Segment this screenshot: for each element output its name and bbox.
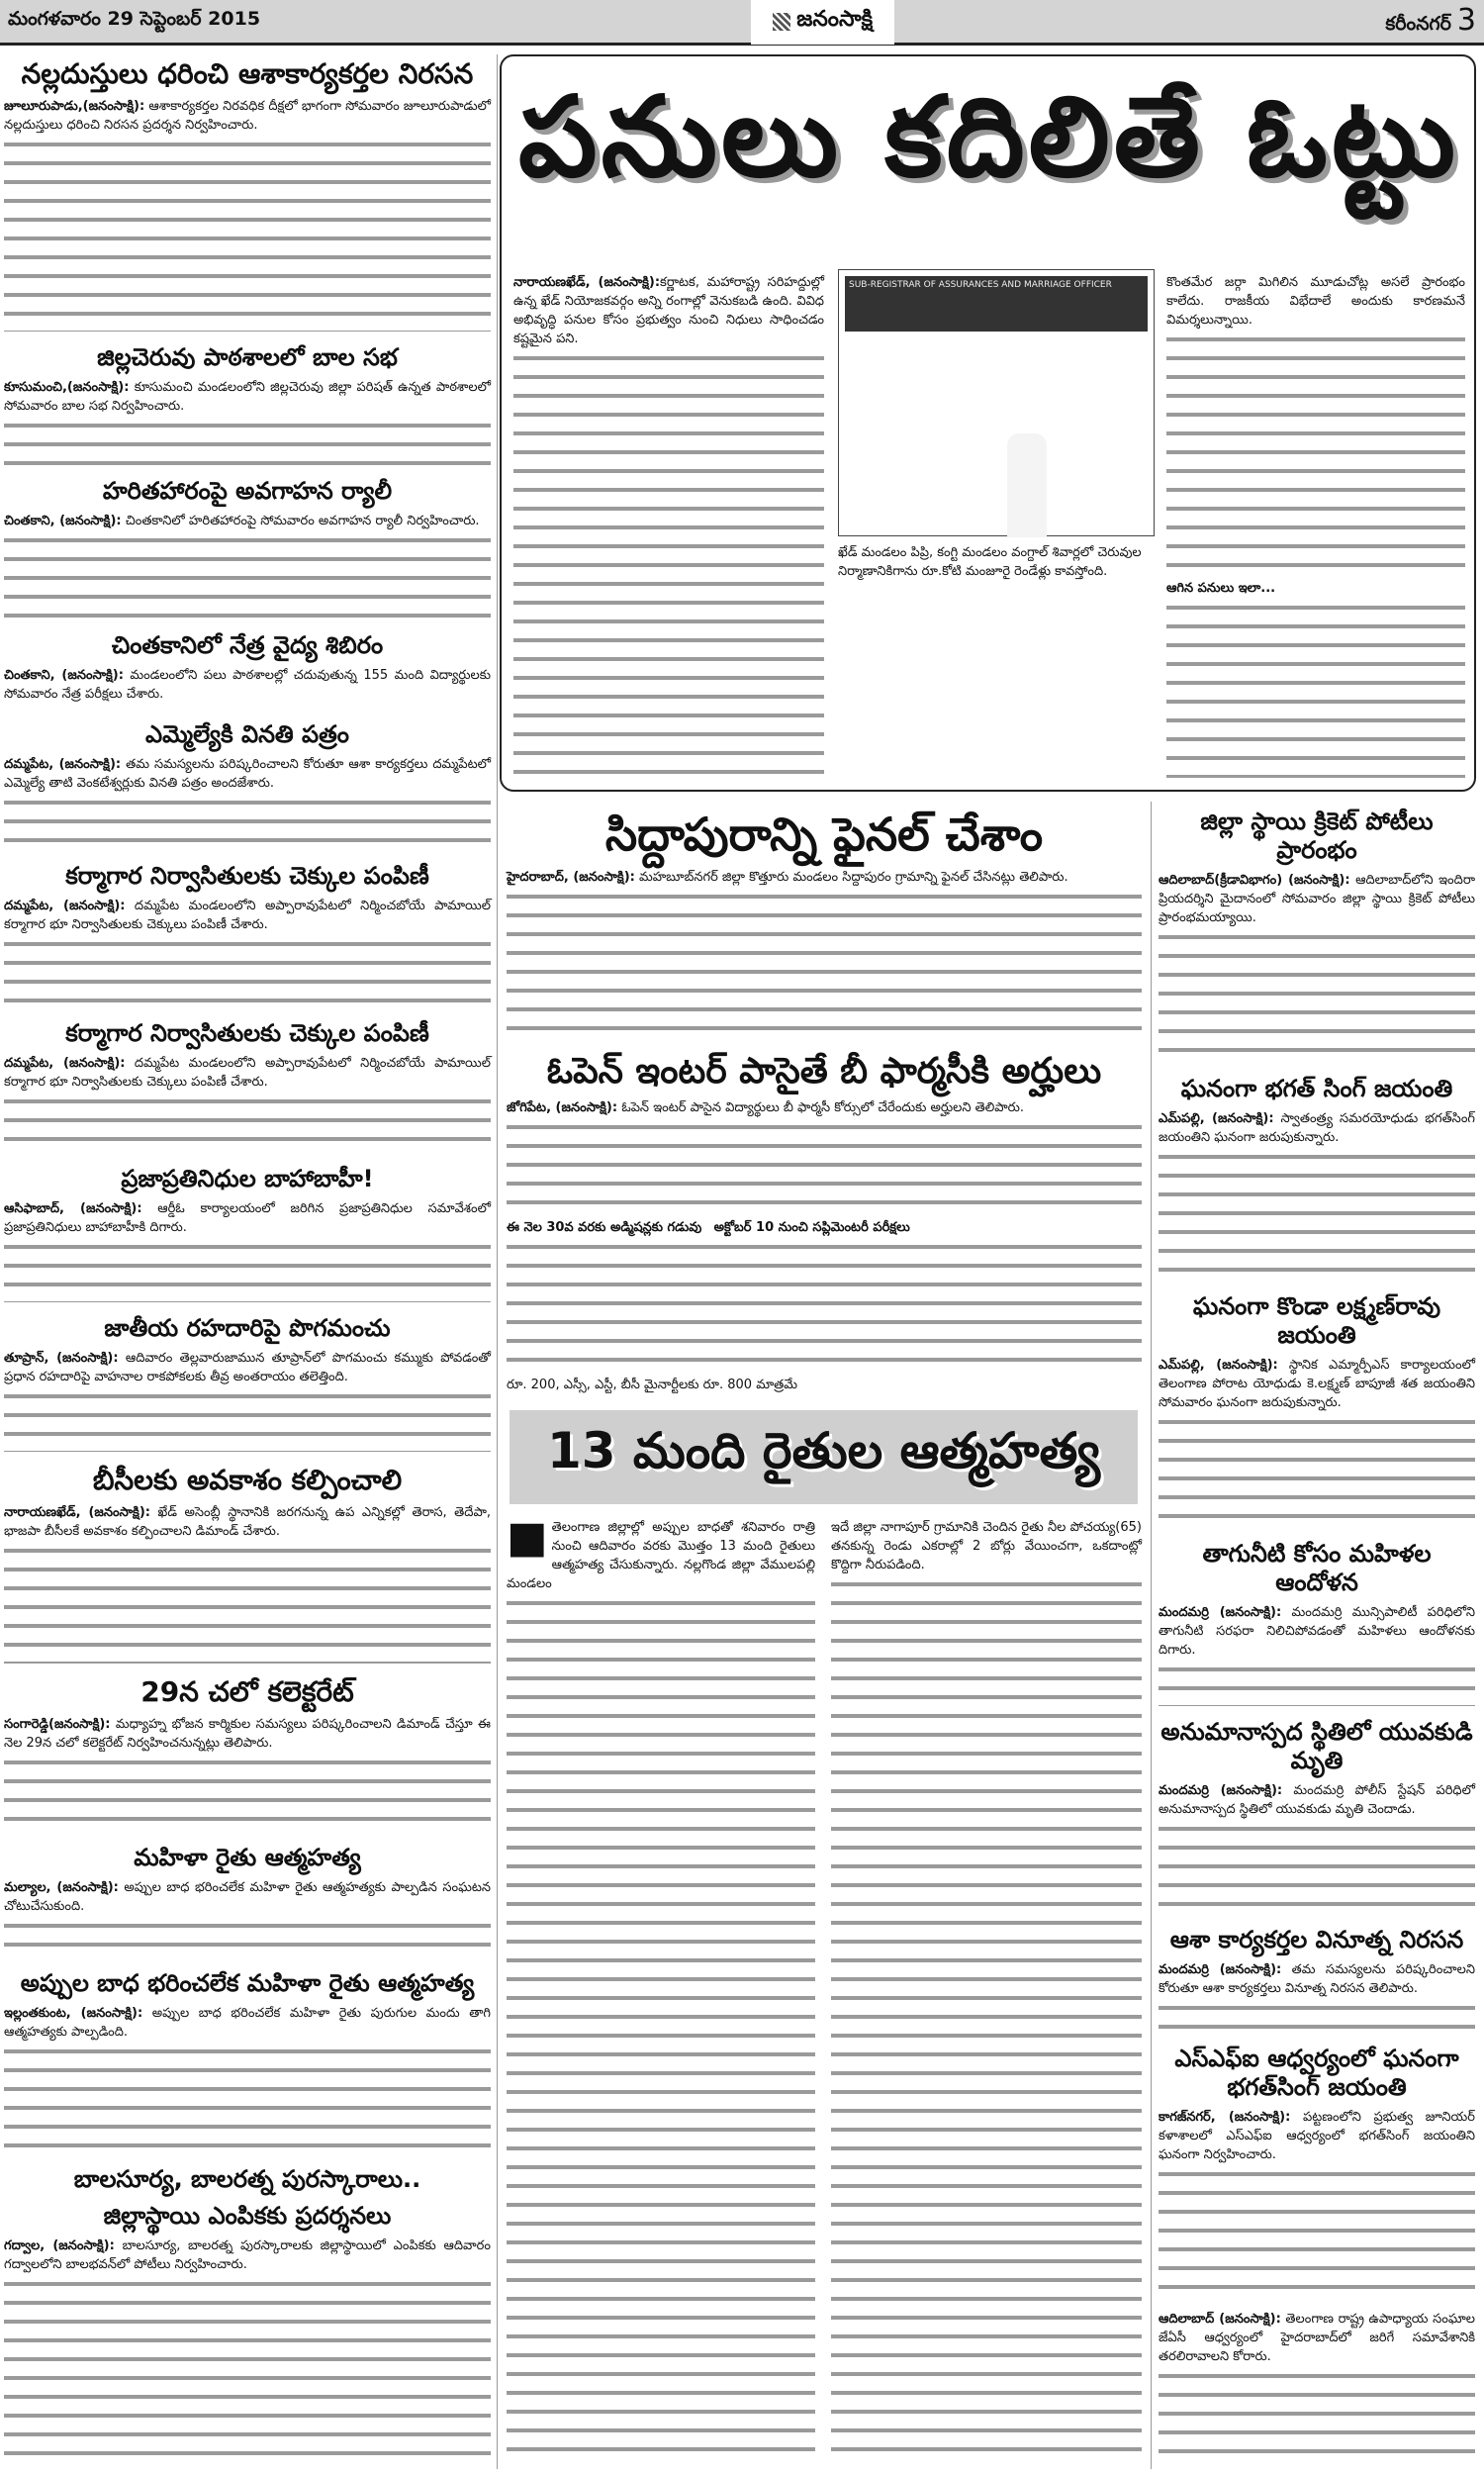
- body-text: [4, 1388, 491, 1452]
- lead-text: కూసుమంచి మండలంలోని జిల్లచెరువు జిల్లా పరిషత్ ఉన్నత పాఠశాలలో సోమవారం బాల సభ నిర్వహించారు.: [4, 379, 491, 414]
- lead-text: మహబూబ్‌నగర్ జిల్లా కొత్తూరు మండలం సిద్దాపురం గ్రామాన్ని ఫైనల్ చేసినట్లు తెలిపారు.: [639, 870, 1068, 886]
- headline: ఎస్‌ఎఫ్‌ఐ ఆధ్వర్యంలో ఘనంగా భగత్‌సింగ్ జయంతి: [1174, 2045, 1459, 2101]
- lead-text: తమ సమస్యలను పరిష్కరించాలని కోరుతూ ఆశా కార్యకర్తలు దమ్మపేటలో ఎమ్మెల్యే తాటి వెంకటేశ్వర్లుకు వినతి పత్రం అందజేశారు.: [4, 756, 491, 791]
- lead-text: దమ్మపేట మండలంలోని అప్పారావుపేటలో నిర్మించబోయే పామాయిల్ కర్మాగార భూ నిర్వాసితులకు చెక్కులు పంపిణీ చేశారు.: [4, 898, 491, 932]
- lead-text: ఆర్డీఓ కార్యాలయంలో జరిగిన ప్రజాప్రతినిధుల సమావేశంలో ప్రజాప్రతినిధులు బాహాబాహీకి దిగారు.: [4, 1200, 491, 1235]
- body-text: [4, 1755, 491, 1832]
- article: [0, 625, 495, 714]
- article-lead: [1159, 871, 1475, 927]
- article: [0, 714, 495, 856]
- body-text: [513, 350, 824, 778]
- logo-icon: [773, 13, 790, 31]
- issue-date: మంగళవారం 29 సెప్టెంబర్ 2015: [8, 8, 261, 30]
- main-story-right-text: [1162, 269, 1469, 784]
- body-text: [4, 418, 491, 465]
- lead-text: ఆశాకార్యకర్తల నిరవధిక దీక్షలో భాగంగా సోమవారం జూలూరుపాడులో నల్లదుస్తులు ధరించి నిరసన ప్రదర్శన నిర్వహించారు.: [4, 98, 491, 133]
- lead-text: ఓపెన్ ఇంటర్ పాసైన విద్యార్థులు బీ ఫార్మసీ కోర్సులో చేరేందుకు అర్హులని తెలిపారు.: [621, 1100, 1024, 1116]
- lead-text: మందమర్రి మున్సిపాలిటీ పరిధిలోని తాగునీటి సరఫరా నిలిచిపోవడంతో మహిళలు ఆందోళనకు దిగారు.: [1159, 1604, 1475, 1658]
- dateline: చింతకాని, (జనంసాక్షి):: [4, 667, 124, 683]
- photo-caption: ఖేడ్ మండలం పిప్రి, కంగ్టి మండలం వంగ్దాల్ శివార్లలో చెరువుల నిర్మాణానికిగాను రూ.కోటి మంజూరై రెండేళ్లు కావస్తోంది.: [838, 545, 1142, 579]
- article: [0, 1308, 495, 1458]
- body-text: [1159, 1149, 1475, 1281]
- article-lead: [1159, 2310, 1475, 2366]
- body-text: [4, 1543, 491, 1664]
- dateline: మందమర్రి (జనంసాక్షి):: [1159, 1604, 1282, 1620]
- body-text: [4, 532, 491, 619]
- dateline: మందమర్రి (జనంసాక్షి):: [1159, 1961, 1282, 1977]
- body-text: [507, 1595, 815, 2463]
- dateline: నారాయణఖేడ్, (జనంసాక్షి):: [513, 275, 661, 290]
- dateline: చింతకాని, (జనంసాక్షి):: [4, 513, 122, 528]
- article-lead: [4, 1054, 491, 1092]
- article: [1155, 1069, 1479, 1286]
- body-text: [1159, 1414, 1475, 1528]
- dateline: తూప్రాన్, (జనంసాక్షి):: [4, 1350, 119, 1366]
- lead-text: కర్ణాటక, మహారాష్ట్ర సరిహద్దుల్లో ఉన్న ఖేడ్ నియోజకవర్గం అన్ని రంగాల్లో వెనుకబడి ఉంది. వివిధ అభివృద్ధి పనుల కోసం ప్రభుత్వం నుంచి నిధులు సాధించడం కష్టమైన పని.: [513, 275, 824, 346]
- article-lead: [1159, 1356, 1475, 1412]
- body-text: [507, 1239, 1142, 1376]
- subhead-text: అక్టోబర్ 10 నుంచి సప్లిమెంటరీ పరీక్షలు: [713, 1220, 910, 1236]
- body-text: [4, 1918, 491, 1957]
- article: [1155, 1286, 1479, 1534]
- article-lead: కొంతమేర జర్గా మిగిలిన మూడుచోట్ల అసలే ప్రారంభం కాలేదు. రాజకీయ విభేదాలే అందుకు కారణమనే విమర్శలున్నాయి.: [1166, 275, 1465, 328]
- dateline: ఎమ్‌పల్లి, (జనంసాక్షి):: [1159, 1357, 1278, 1373]
- lead-text: మధ్యాహ్న భోజన కార్మికుల సమస్యలు పరిష్కరించాలని డిమాండ్ చేస్తూ ఈ నెల 29న చలో కలెక్టరేట్ నిర్వహించనున్నట్లు తెలిపారు.: [4, 1716, 491, 1751]
- left-column: [0, 51, 495, 2474]
- article: [0, 856, 495, 1013]
- dateline: ఆదిలాబాద్ (జనంసాక్షి):: [1159, 2312, 1281, 2327]
- body-text: [507, 889, 1142, 1033]
- body-text: [4, 795, 491, 850]
- lead-text: తమ సమస్యలను పరిష్కరించాలని కోరుతూ ఆశా కార్యకర్తలు వినూత్న నిరసన తెలిపారు.: [1159, 1961, 1475, 1996]
- headline: జాతీయ రహదారిపై పొగమంచు: [104, 1314, 391, 1342]
- lead-text: బాలసూర్య, బాలరత్న పురస్కారాలకు జిల్లాస్థాయిలో ఎంపికకు ఆదివారం గద్వాలలోని బాలభవన్‌లో పోటీలు నిర్వహించారు.: [4, 2237, 491, 2272]
- dateline: కాగజ్‌నగర్, (జనంసాక్షి):: [1159, 2109, 1291, 2125]
- column-divider: [497, 54, 498, 2469]
- lead-text: తెలంగాణ జిల్లాల్లో అప్పుల బాధతో శనివారం రాత్రి నుంచి ఆదివారం వరకు మొత్తం 13 మంది రైతులు ఆత్మహత్య చేసుకున్నారు. నల్లగొండ జిల్లా వేములపల్లి మండలం: [507, 1520, 815, 1591]
- article-lead: [4, 1199, 491, 1237]
- article-lead: [1159, 1960, 1475, 1998]
- dateline: జోగిపేట, (జనంసాక్షి):: [507, 1100, 618, 1116]
- fee-line: రూ. 200, ఎస్సీ, ఎస్టీ, బీసీ మైనార్టీలకు రూ. 800 మాత్రమే: [507, 1378, 797, 1392]
- lead-text: మందమర్రి పోలీస్ స్టేషన్ పరిధిలో అనుమానాస్పద స్థితిలో యువకుడు మృతి చెందాడు.: [1159, 1782, 1475, 1817]
- dateline: సంగారెడ్డి(జనంసాక్షి):: [4, 1716, 111, 1732]
- subhead-text: ఆగిన పనులు ఇలా...: [1166, 581, 1276, 596]
- article: [1155, 802, 1479, 1069]
- main-headline: పనులు కదిలితే ఓట్టు: [517, 73, 1459, 202]
- article: [0, 51, 495, 337]
- lead-text: ఆదివారం తెల్లవారుజామున తూప్రాన్‌లో పొగమంచు కమ్ముకు పోవడంతో ప్రధాన రహదారిపై వాహనాల రాకపోకలకు తీవ్ర అంతరాయం తలెత్తింది.: [4, 1350, 491, 1384]
- subhead-text: ఈ నెల 30వ వరకు అడ్మిషన్లకు గడువు: [507, 1220, 702, 1236]
- logo-text: జనంసాక్షి: [796, 6, 874, 32]
- right-column: [1155, 802, 1479, 2474]
- news-photo: [838, 269, 1155, 536]
- article: [0, 1838, 495, 1963]
- dateline: గద్వాల, (జనంసాక్షి):: [4, 2237, 115, 2253]
- lead-text: పట్టణంలోని ప్రభుత్వ జూనియర్ కళాశాలలో ఎస్‌ఎఫ్‌ఐ ఆధ్వర్యంలో భగత్‌సింగ్ జయంతిని ఘనంగా నిర్వహించారు.: [1159, 2109, 1475, 2162]
- article-lead: [1159, 1781, 1475, 1819]
- lead-text: దమ్మపేట మండలంలోని అప్పారావుపేటలో నిర్మించబోయే పామాయిల్ కర్మాగార భూ నిర్వాసితులకు చెక్కులు పంపిణీ చేశారు.: [4, 1055, 491, 1090]
- body-text: [1159, 929, 1475, 1063]
- headline: అప్పుల బాధ భరించలేక మహిళా రైతు ఆత్మహత్య: [20, 1969, 475, 1997]
- body-text: [1166, 600, 1465, 778]
- headline: కర్మాగార నిర్వాసితులకు చెక్కుల పంపిణీ: [65, 862, 429, 890]
- photo-signboard: SUB-REGISTRAR OF ASSURANCES AND MARRIAGE OFFICER: [845, 276, 1148, 332]
- headline: ఘనంగా కొండా లక్ష్మణ్‌రావు జయంతి: [1192, 1292, 1441, 1349]
- article-lead: [4, 97, 491, 135]
- lead-text: ఆదిలాబాద్‌లోని ఇందిరా ప్రియదర్శిని మైదానంలో సోమవారం జిల్లా స్థాయి క్రికెట్ పోటీలు ప్రారంభమయ్యాయి.: [1159, 872, 1475, 925]
- headline: కర్మాగార నిర్వాసితులకు చెక్కుల పంపిణీ: [65, 1019, 429, 1047]
- drop-cap: ■: [507, 1514, 548, 1563]
- dateline: నారాయణఖేడ్, (జనంసాక్షి):: [4, 1504, 150, 1520]
- body-text: [507, 1119, 1142, 1218]
- farmers-headline: 13 మంది రైతుల ఆత్మహత్య: [510, 1410, 1138, 1504]
- headline: హరితహారంపై అవగాహన ర్యాలీ: [102, 477, 393, 505]
- headline: బాలసూర్య, బాలరత్న పురస్కారాలు..: [73, 2165, 421, 2193]
- headline: ఘనంగా భగత్ సింగ్ జయంతి: [1180, 1075, 1453, 1102]
- subhead: [1166, 579, 1465, 598]
- headline: ఓపెన్ ఇంటర్ పాసైతే బీ ఫార్మసీకి అర్హులు: [546, 1051, 1102, 1092]
- article-lead: [4, 1715, 491, 1753]
- lead-text: ఖేడ్ అసెంబ్లీ స్థానానికి జరగనున్న ఉప ఎన్నికల్లో తెరాస, తెదేపా, భాజపా బీసీలకే అవకాశం కల్పించాలని డిమాండ్ చేశారు.: [4, 1504, 491, 1539]
- article-lead: [4, 1349, 491, 1386]
- article-lead: [513, 273, 824, 348]
- dateline: మల్యాల, (జనంసాక్షి):: [4, 1879, 119, 1895]
- subheadline: జిల్లాస్థాయి ఎంపికకు ప్రదర్శనలు: [103, 2201, 392, 2230]
- headline: నల్లదుస్తులు ధరించి ఆశాకార్యకర్తల నిరసన: [21, 57, 474, 90]
- article: [0, 1159, 495, 1308]
- article-lead: [4, 1878, 491, 1916]
- article: [0, 337, 495, 471]
- newspaper-logo: [751, 0, 894, 45]
- dateline: ఎమ్‌పల్లి, (జనంసాక్షి):: [1159, 1110, 1274, 1126]
- dateline: జూలూరుపాడు,(జనంసాక్షి):: [4, 98, 145, 114]
- dateline: ఆసిఫాబాద్, (జనంసాక్షి):: [4, 1200, 142, 1216]
- dateline: హైదరాబాద్, (జనంసాక్షి):: [507, 870, 635, 886]
- article-lead: [4, 2236, 491, 2274]
- dateline: ఆదిలాబాద్(క్రీడావిభాగం) (జనంసాక్షి):: [1159, 872, 1350, 888]
- article-continued: [827, 1514, 1146, 2469]
- main-story: [500, 54, 1476, 792]
- lead-text: స్థానిక ఎమ్మార్పీఎస్ కార్యాలయంలో తెలంగాణ పోరాట యోధుడు కె.లక్ష్మణ్ బాపూజీ శత జయంతిని సోమవారం ఘనంగా జరుపుకున్నారు.: [1159, 1357, 1475, 1410]
- article-lead: [4, 755, 491, 793]
- headline: ఎమ్మెల్యేకి వినతి పత్రం: [145, 720, 349, 748]
- body-text: [4, 137, 491, 332]
- body-text: [4, 936, 491, 1007]
- article: [0, 1669, 495, 1838]
- body-text: [4, 706, 491, 709]
- article: [1155, 2306, 1479, 2474]
- dateline: దమ్మపేట, (జనంసాక్షి):: [4, 1055, 126, 1071]
- lead-text: స్వాతంత్ర్య సమరయోధుడు భగత్‌సింగ్ జయంతిని ఘనంగా జరుపుకున్నారు.: [1159, 1110, 1475, 1145]
- article: [1155, 1534, 1479, 1712]
- body-text: [1159, 2368, 1475, 2468]
- body-text: [4, 1094, 491, 1153]
- article-lead: [4, 2004, 491, 2042]
- article-lead: [4, 1503, 491, 1541]
- headline: మహిళా రైతు ఆత్మహత్య: [134, 1844, 361, 1871]
- article: [1155, 1712, 1479, 1920]
- body-text: [4, 1239, 491, 1302]
- article-lead: [4, 666, 491, 704]
- headline: తాగునీటి కోసం మహిళల ఆందోళన: [1202, 1540, 1432, 1596]
- subhead: [507, 1218, 1142, 1237]
- article-lead: ఇదే జిల్లా నాగాపూర్ గ్రామానికి చెందిన రైతు నీల పోచయ్య(65) తనకున్న రెండు ఎకరాల్లో 2 బోర్లు వేయించగా, ఒకదాంట్లో కొద్దిగా నీరుపడింది.: [831, 1520, 1142, 1572]
- article: [0, 1458, 495, 1669]
- article-lead: [1159, 1109, 1475, 1147]
- lead-text: చింతకానిలో హరితహారంపై సోమవారం అవగాహన ర్యాలీ నిర్వహించారు.: [125, 513, 480, 528]
- lead-text: తెలంగాణ రాష్ట్ర ఉపాధ్యాయ సంఘాల జేఏసీ ఆధ్వర్యంలో హైదరాబాద్‌లో జరిగే సమావేశానికి తరలిరావాలని కోరారు.: [1159, 2312, 1475, 2364]
- headline: చింతకానిలో నేత్ర వైద్య శిబిరం: [111, 631, 384, 659]
- body-text: [1159, 1662, 1475, 1706]
- headline: జిల్లచెరువు పాఠశాలలో బాల సభ: [97, 343, 398, 371]
- article: [0, 1963, 495, 2159]
- article-lead: [1159, 1603, 1475, 1660]
- article-lead: [1159, 2108, 1475, 2164]
- dateline: కూసుమంచి,(జనంసాక్షి):: [4, 379, 130, 395]
- dateline: మందమర్రి (జనంసాక్షి):: [1159, 1782, 1283, 1798]
- body-text: [1159, 1821, 1475, 1914]
- headline: 29న చలో కలెక్టరేట్: [140, 1675, 354, 1708]
- article-lead: [507, 868, 1142, 887]
- main-story-left-text: [510, 269, 828, 784]
- headline: బీసీలకు అవకాశం కల్పించాలి: [92, 1464, 403, 1496]
- body-text: [1166, 332, 1465, 579]
- headline: ప్రజాప్రతినిధుల బాహాబాహీ!: [121, 1165, 374, 1192]
- article: [0, 1013, 495, 1159]
- article: [1155, 1920, 1479, 2039]
- lead-text: మండలంలోని పలు పాఠశాలల్లో చదువుతున్న 155 మంది విద్యార్థులకు సోమవారం నేత్ర పరీక్షలు చేశారు.: [4, 667, 491, 702]
- article-lead: [4, 512, 491, 530]
- article-lead: [4, 897, 491, 934]
- headline: జిల్లా స్థాయి క్రికెట్ పోటీలు ప్రారంభం: [1200, 808, 1434, 864]
- article: [1155, 2039, 1479, 2306]
- headline: ఆశా కార్యకర్తల వినూత్న నిరసన: [1169, 1926, 1464, 1953]
- headline: అనుమానాస్పద స్థితిలో యువకుడి మృతి: [1160, 1718, 1473, 1774]
- column-divider: [1151, 802, 1152, 2469]
- photo-person: [1007, 433, 1047, 537]
- article: [0, 471, 495, 625]
- article-lead: [507, 1098, 1142, 1117]
- edition-page: [1385, 3, 1476, 40]
- dateline: దమ్మపేట, (జనంసాక్షి):: [4, 898, 126, 913]
- article: [503, 1514, 819, 2469]
- lead-text: అప్పుల బాధ భరించలేక మహిళా రైతు ఆత్మహత్యకు పాల్పడిన సంఘటన చోటుచేసుకుంది.: [4, 1879, 491, 1914]
- article: [0, 2159, 495, 2474]
- dateline: ఇల్లంతకుంట, (జనంసాక్షి):: [4, 2005, 143, 2021]
- page-header: [0, 0, 1484, 46]
- edition-name: కరీంనగర్: [1385, 13, 1451, 35]
- article: [503, 802, 1146, 1039]
- article: [503, 1044, 1146, 1400]
- headline: సిద్దాపురాన్ని ఫైనల్ చేశాం: [604, 808, 1044, 861]
- page-number: 3: [1456, 3, 1476, 38]
- dateline: దమ్మపేట, (జనంసాక్షి):: [4, 756, 122, 772]
- body-text: [4, 2276, 491, 2468]
- body-text: [1159, 2166, 1475, 2300]
- body-text: [4, 2044, 491, 2153]
- article-lead: [507, 1514, 815, 1593]
- body-text: [1159, 2000, 1475, 2033]
- article-lead: [4, 378, 491, 416]
- body-text: [831, 1576, 1142, 2463]
- lead-text: అప్పుల బాధ భరించలేక మహిళా రైతు పురుగుల మందు తాగి ఆత్మహత్యకు పాల్పడింది.: [4, 2005, 491, 2040]
